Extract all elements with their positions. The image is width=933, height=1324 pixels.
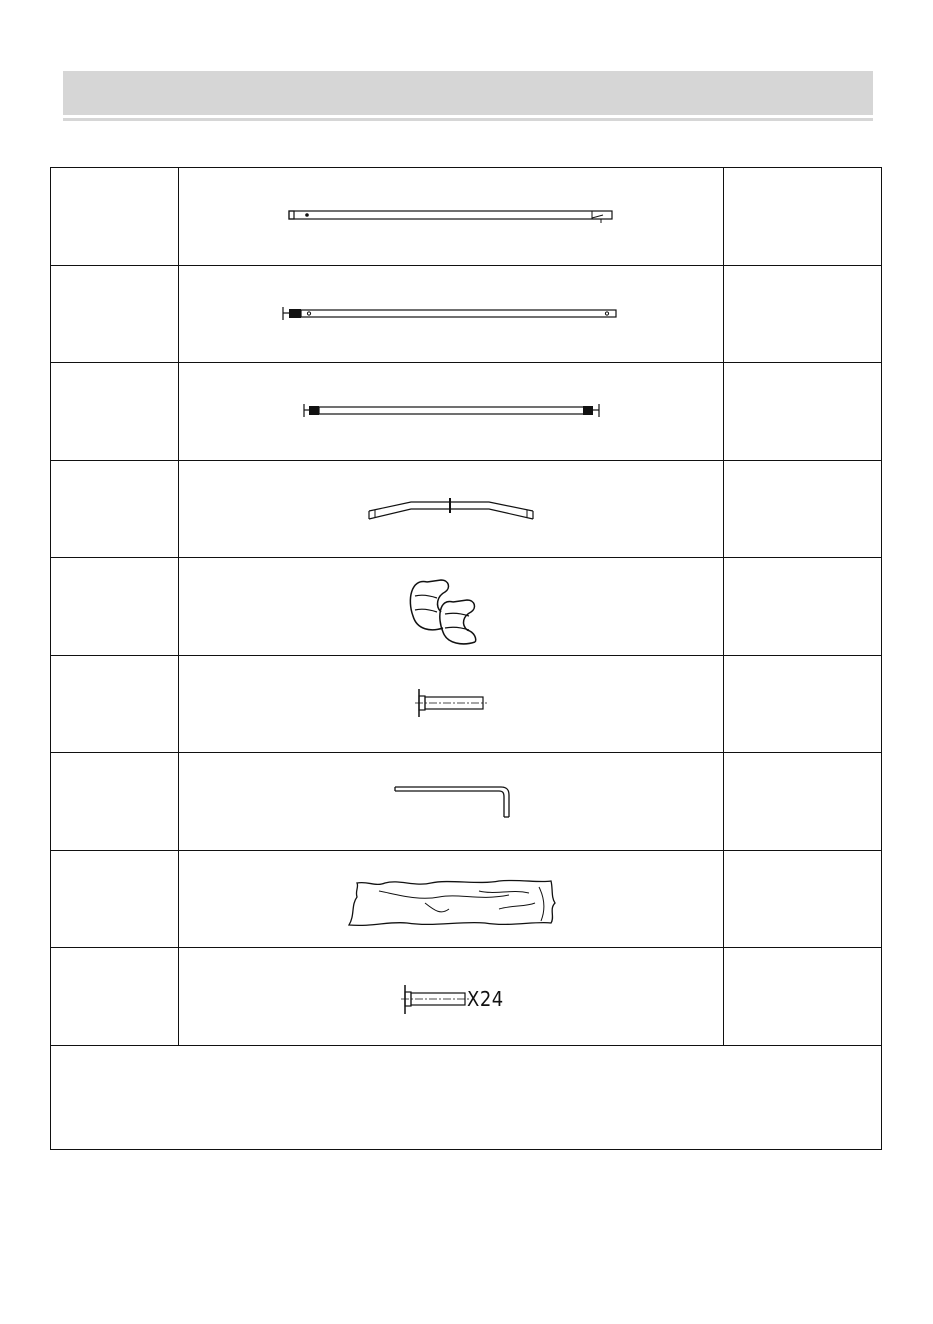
part-qty-cell — [724, 948, 881, 1045]
part-image-cell — [179, 948, 724, 1045]
part-image-cell — [179, 656, 724, 752]
part-qty-cell — [724, 266, 881, 362]
parts-row — [51, 656, 881, 753]
part-id-cell — [51, 266, 179, 362]
tube-with-knob-end-icon — [179, 266, 724, 363]
part-id-cell — [51, 656, 179, 752]
parts-row — [51, 363, 881, 461]
part-id-cell — [51, 851, 179, 947]
part-image-cell — [179, 266, 724, 362]
parts-row — [51, 948, 881, 1046]
parts-row — [51, 558, 881, 656]
bent-bar-icon — [179, 461, 724, 558]
footer-note — [51, 1046, 881, 1149]
part-qty-cell — [724, 656, 881, 752]
part-qty-cell — [724, 558, 881, 655]
parts-row — [51, 266, 881, 363]
fabric-cover-icon — [179, 851, 724, 948]
double-clip-connector-icon — [179, 558, 724, 656]
tube-with-two-knob-ends-icon — [179, 363, 724, 461]
bolt-icon — [179, 656, 724, 753]
parts-row — [51, 461, 881, 558]
part-id-cell — [51, 461, 179, 557]
part-image-cell — [179, 168, 724, 265]
parts-table — [50, 167, 882, 1150]
part-image-cell — [179, 363, 724, 460]
part-qty-cell — [724, 851, 881, 947]
parts-row — [51, 753, 881, 851]
parts-row — [51, 851, 881, 948]
part-qty-cell — [724, 363, 881, 460]
small-bolt-icon — [179, 948, 724, 1046]
part-id-cell — [51, 948, 179, 1045]
part-id-cell — [51, 558, 179, 655]
parts-row — [51, 168, 881, 266]
part-qty-cell — [724, 461, 881, 557]
part-image-cell — [179, 753, 724, 850]
part-id-cell — [51, 753, 179, 850]
part-qty-cell — [724, 753, 881, 850]
header-bar — [63, 71, 873, 115]
part-image-cell — [179, 851, 724, 947]
long-tube-with-hole-icon — [179, 168, 724, 266]
part-qty-cell — [724, 168, 881, 265]
header-rule — [63, 118, 873, 121]
allen-key-icon — [179, 753, 724, 851]
count-label: X24 — [467, 987, 504, 1011]
part-id-cell — [51, 168, 179, 265]
part-id-cell — [51, 363, 179, 460]
part-image-cell — [179, 461, 724, 557]
part-image-cell — [179, 558, 724, 655]
